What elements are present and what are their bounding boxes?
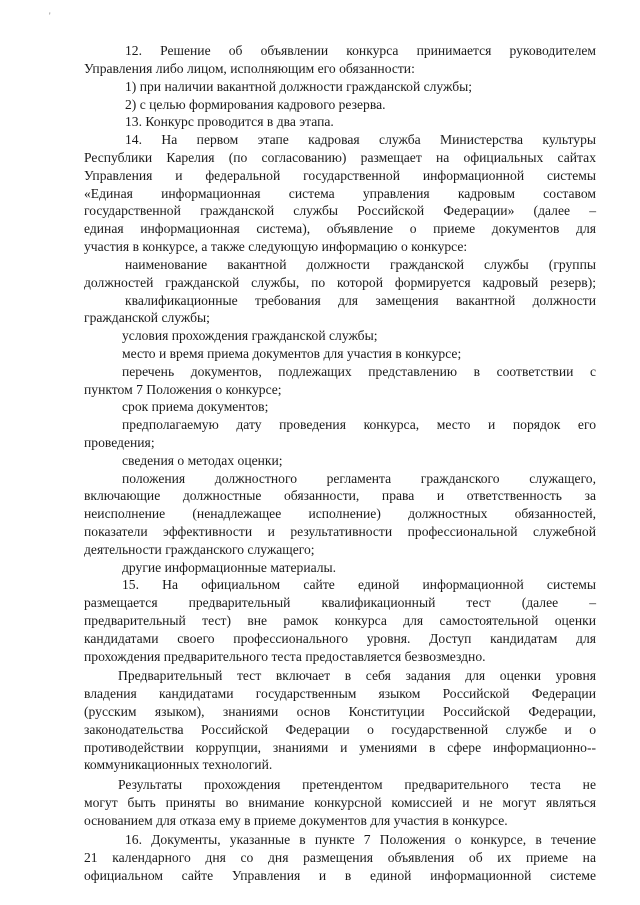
- text-line: участия в конкурсе, а также следующую информацию о конкурсе:: [84, 239, 468, 254]
- text-line: Республики Карелия (по согласованию) размещает на официальных сайтах: [84, 150, 596, 165]
- text-line: единая информационная система), объявление о приеме документов для: [84, 221, 596, 236]
- text-line: Управления либо лицом, исполняющим его обязанности:: [84, 61, 415, 76]
- text-line: официальном сайте Управления и в единой информационной системе: [84, 868, 596, 883]
- text-line: «Единая информационная система управления кадровым составом: [84, 186, 596, 201]
- text-line: Предварительный тест включает в себя задания для оценки уровня: [118, 668, 596, 683]
- text-line: прохождения предварительного теста предоставляется безвозмездно.: [84, 649, 486, 664]
- text-line: 1) при наличии вакантной должности гражданской службы;: [125, 79, 473, 94]
- text-line: срок приема документов;: [122, 399, 269, 414]
- text-line: размещается предварительный квалификационный тест (далее –: [84, 595, 596, 610]
- text-line: 13. Конкурс проводится в два этапа.: [125, 114, 334, 129]
- text-line: положения должностного регламента гражданского служащего,: [122, 471, 596, 486]
- text-line: коммуникационных технологий.: [84, 757, 273, 772]
- text-line: кандидатами своего профессионального уровня. Доступ кандидатам для: [84, 631, 596, 646]
- text-line: квалификационные требования для замещения вакантной должности: [125, 293, 596, 308]
- text-line: 2) с целью формирования кадрового резерва.: [125, 97, 386, 112]
- text-line: владения кандидатами государственным языком Российской Федерации: [84, 686, 596, 701]
- text-line: гражданской службы;: [84, 310, 210, 325]
- text-line: (русским языком), знаниями основ Конституции Российской Федерации,: [84, 704, 596, 719]
- page-mark: ': [49, 11, 51, 21]
- text-line: противодействии коррупции, знаниями и умениями в сфере информационно--: [84, 740, 596, 755]
- text-line: другие информационные материалы.: [122, 560, 337, 575]
- text-line: 15. На официальном сайте единой информационной системы: [122, 577, 596, 592]
- text-line: сведения о методах оценки;: [122, 453, 283, 468]
- text-line: показатели эффективности и результативности профессиональной служебной: [84, 524, 596, 539]
- text-line: 16. Документы, указанные в пункте 7 Положения о конкурсе, в течение: [125, 832, 596, 847]
- text-line: неисполнение (ненадлежащее исполнение) должностных обязанностей,: [84, 506, 596, 521]
- text-line: перечень документов, подлежащих представлению в соответствии с: [122, 364, 596, 379]
- text-line: 21 календарного дня со дня размещения объявления об их приеме на: [84, 850, 596, 865]
- text-line: Управления и федеральной государственной информационной системы: [84, 168, 596, 183]
- text-line: предполагаемую дату проведения конкурса, место и порядок его: [122, 417, 596, 432]
- text-line: законодательства Российской Федерации о государственной службе и о: [84, 722, 596, 737]
- text-line: предварительный тест) вне рамок конкурса для самостоятельной оценки: [84, 613, 596, 628]
- text-line: государственной гражданской службы Российской Федерации» (далее –: [84, 203, 596, 218]
- text-line: включающие должностные обязанности, права и ответственность за: [84, 488, 596, 503]
- text-line: могут быть приняты во внимание конкурсной комиссией и не могут являться: [84, 795, 596, 810]
- text-line: 12. Решение об объявлении конкурса принимается руководителем: [125, 43, 596, 58]
- text-line: пунктом 7 Положения о конкурсе;: [84, 382, 282, 397]
- text-line: основанием для отказа ему в приеме документов для участия в конкурсе.: [84, 813, 508, 828]
- text-line: Результаты прохождения претендентом предварительного теста не: [118, 777, 596, 792]
- text-line: проведения;: [84, 435, 155, 450]
- text-line: 14. На первом этапе кадровая служба Министерства культуры: [125, 132, 596, 147]
- text-line: место и время приема документов для участия в конкурсе;: [122, 346, 462, 361]
- text-line: условия прохождения гражданской службы;: [122, 328, 378, 343]
- text-line: наименование вакантной должности гражданской службы (группы: [125, 257, 596, 272]
- text-line: деятельности гражданского служащего;: [84, 542, 315, 557]
- text-line: должностей гражданской службы, по которой формируется кадровый резерв);: [84, 275, 596, 290]
